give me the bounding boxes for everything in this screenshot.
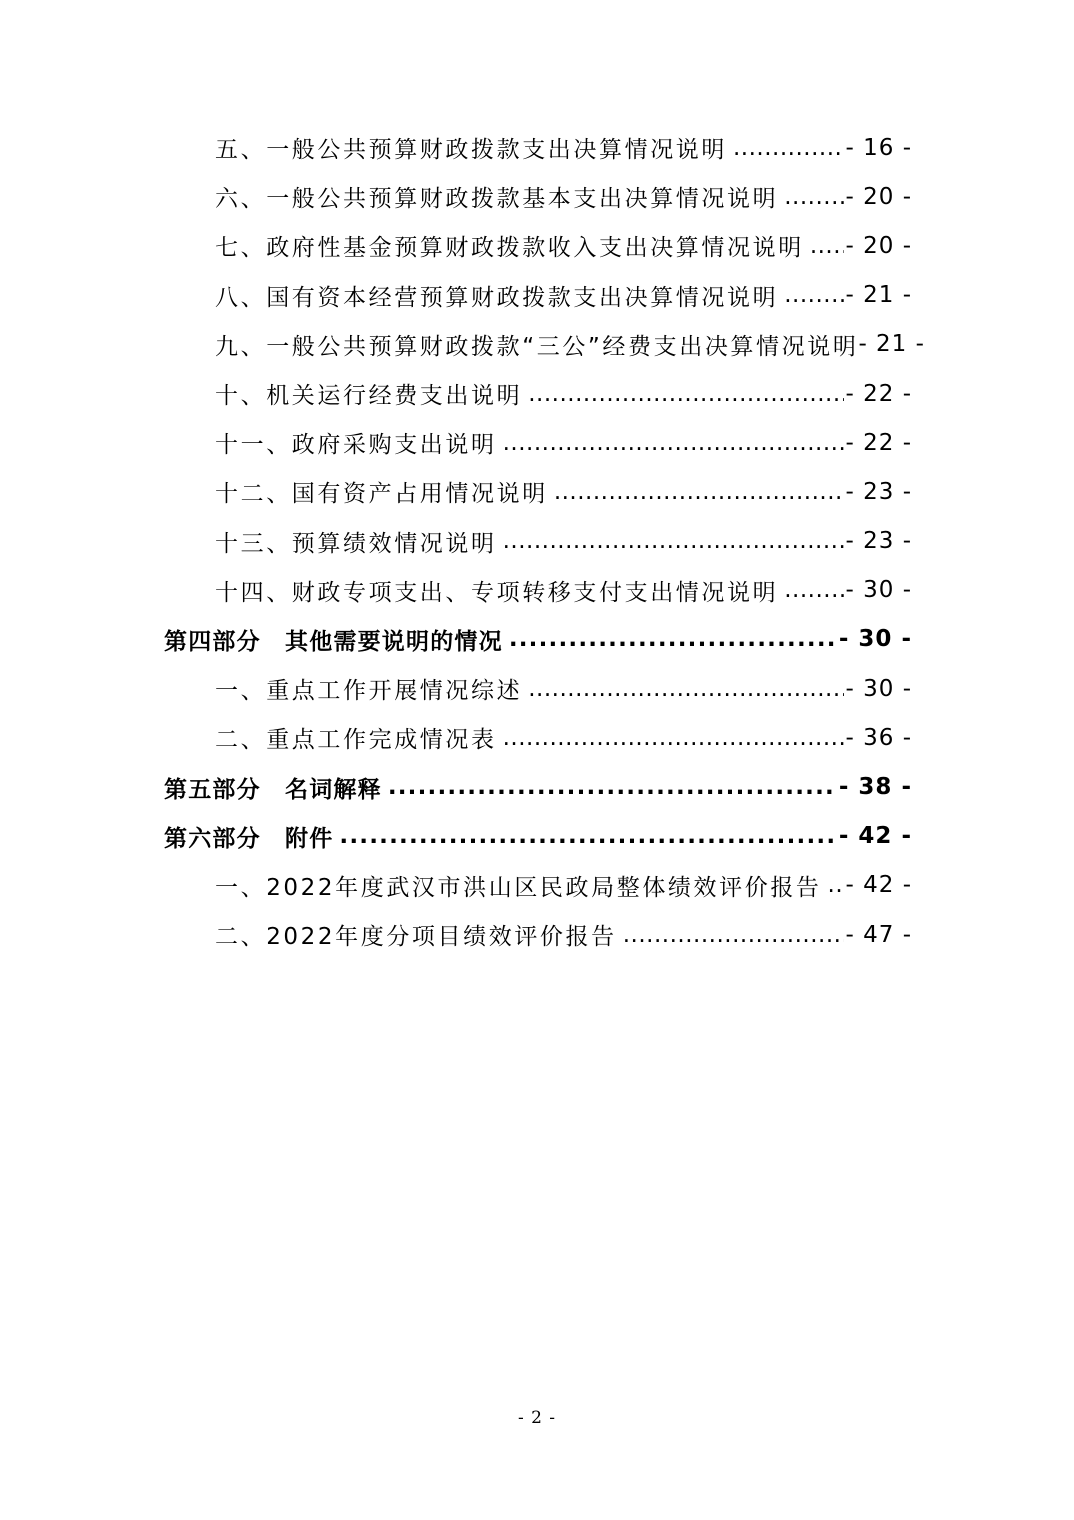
toc-entry-page: - 22 - [845,429,912,456]
toc-entry-title: 六、一般公共预算财政拨款基本支出决算情况说明 [215,186,779,213]
toc-leader-dots [784,577,843,603]
toc-leader-dots [509,626,837,652]
toc-entry-page: - 47 - [845,921,912,948]
toc-entry[interactable] [0,713,912,762]
toc-section-heading[interactable] [0,812,912,861]
toc-entry-title: 九、一般公共预算财政拨款“三公”经费支出决算情况说明 [215,333,859,360]
toc-leader-dots [784,282,843,308]
page-number: - 2 - [517,1408,557,1428]
toc-leader-dots [810,233,844,259]
toc-entry-title: 第六部分 附件 [164,825,334,852]
toc-leader-dots [503,430,844,456]
toc-leader-dots [623,922,844,948]
toc-leader-dots [733,135,844,161]
toc-leader-dots [828,872,844,898]
toc-entry[interactable] [0,221,912,270]
toc-leader-dots [388,774,837,800]
toc-entry-title: 十一、政府采购支出说明 [215,432,497,459]
toc-entry-page: - 23 - [845,528,912,555]
toc-entry[interactable] [0,418,912,467]
toc-entry-title: 一、2022年度武汉市洪山区民政局整体绩效评价报告 [215,874,822,901]
toc-entry-page: - 20 - [845,232,912,259]
toc-leader-dots [503,528,844,554]
table-of-contents [0,123,1074,959]
toc-entry-page: - 22 - [845,380,912,407]
toc-entry-page: - 42 - [845,872,912,899]
toc-entry[interactable] [0,861,912,910]
toc-leader-dots [528,676,843,702]
toc-entry-page: - 30 - [845,675,912,702]
toc-entry[interactable] [0,664,912,713]
toc-entry[interactable] [0,566,912,615]
toc-entry-title: 一、重点工作开展情况综述 [215,678,523,705]
toc-entry-page: - 21 - [858,331,925,358]
toc-entry[interactable] [0,369,912,418]
toc-entry-title: 十三、预算绩效情况说明 [215,530,497,557]
toc-entry-title: 二、2022年度分项目绩效评价报告 [215,924,617,951]
toc-entry[interactable] [0,172,912,221]
toc-entry[interactable] [0,123,912,172]
toc-section-heading[interactable] [0,762,912,811]
toc-leader-dots [339,823,836,849]
toc-entry[interactable] [0,517,912,566]
toc-entry-page: - 30 - [838,626,912,653]
toc-leader-dots [528,381,843,407]
toc-entry-title: 十四、财政专项支出、专项转移支付支出情况说明 [215,579,779,606]
toc-entry-page: - 42 - [838,823,912,850]
toc-entry-page: - 20 - [845,183,912,210]
toc-entry[interactable] [0,271,912,320]
toc-entry-title: 五、一般公共预算财政拨款支出决算情况说明 [215,137,727,164]
toc-leader-dots [503,725,844,751]
toc-entry-title: 第四部分 其他需要说明的情况 [164,628,503,655]
toc-entry-page: - 16 - [845,134,912,161]
toc-leader-dots [554,479,844,505]
toc-entry-title: 十二、国有资产占用情况说明 [215,481,548,508]
toc-entry-title: 八、国有资本经营预算财政拨款支出决算情况说明 [215,284,779,311]
toc-entry-page: - 23 - [845,478,912,505]
toc-entry[interactable] [0,467,912,516]
toc-entry-page: - 38 - [838,774,912,801]
toc-entry-title: 十、机关运行经费支出说明 [215,383,523,410]
toc-leader-dots [784,184,843,210]
toc-entry-title: 七、政府性基金预算财政拨款收入支出决算情况说明 [215,235,804,262]
toc-entry-title: 第五部分 名词解释 [164,776,382,803]
toc-section-heading[interactable] [0,615,912,664]
toc-entry-title: 二、重点工作完成情况表 [215,727,497,754]
toc-entry-page: - 21 - [845,282,912,309]
toc-entry-page: - 36 - [845,724,912,751]
toc-entry[interactable] [0,320,936,369]
toc-entry[interactable] [0,910,912,959]
toc-entry-page: - 30 - [845,577,912,604]
